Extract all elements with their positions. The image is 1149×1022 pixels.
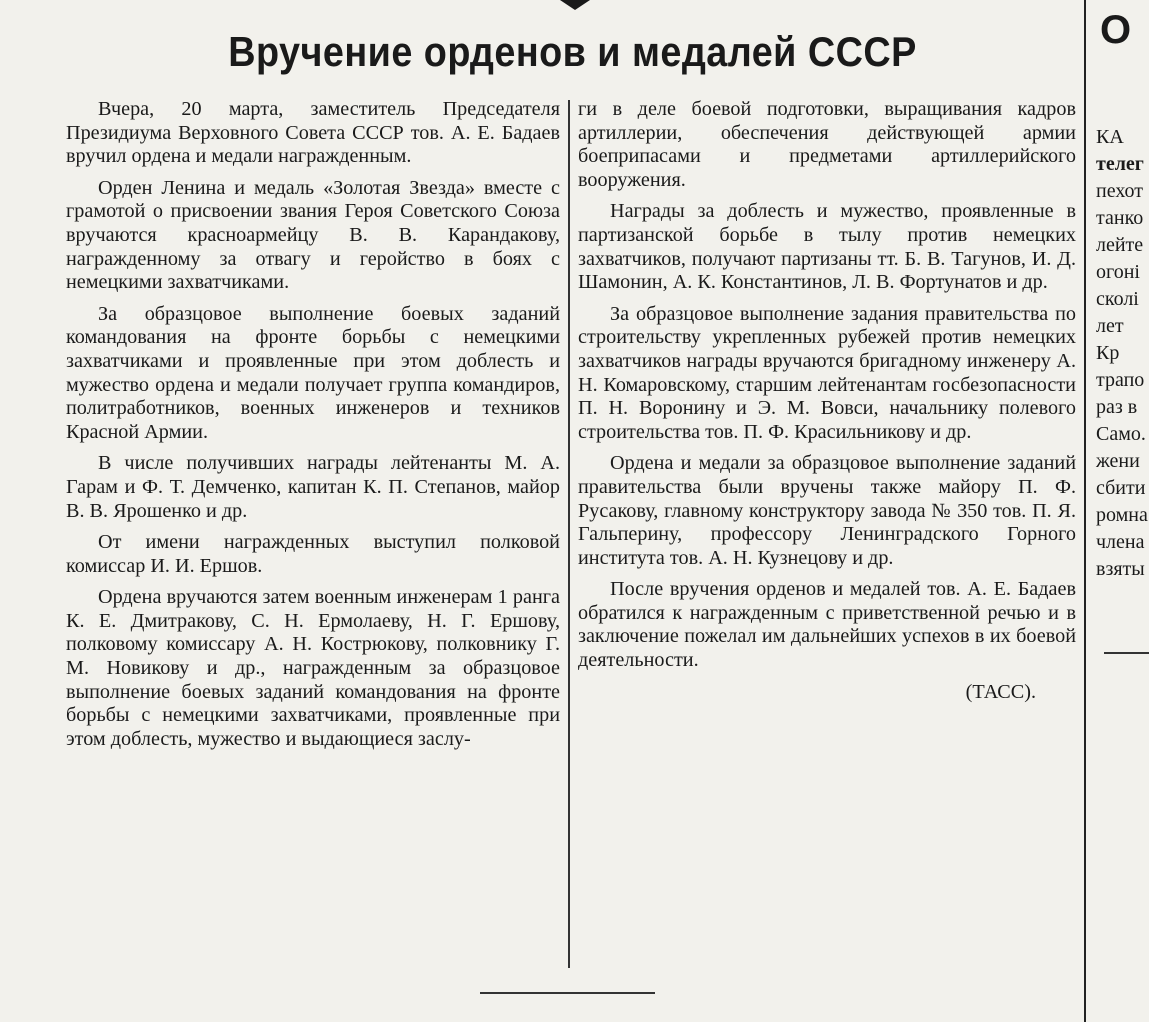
adjacent-line: Само. <box>1096 423 1146 445</box>
article-paragraph: Ордена и медали за образцовое выполнение заданий правительства были вручены также майору П. Ф. Русакову, главному конструктору завода № 350 тов. П. Я. Гальперину, профессору Ленинградского Горного института тов. А. Н. Кузнецову и др. <box>578 452 1076 569</box>
article-paragraph: После вручения орденов и медалей тов. А. Е. Бадаев обратился к награжденным с приветственной речью и в заключение пожелал им дальнейших успехов в их боевой деятельности. <box>578 578 1076 672</box>
article-paragraph: В числе получивших награды лейтенанты М. А. Гарам и Ф. Т. Демченко, капитан К. П. Степанов, майор В. В. Ярошенко и др. <box>66 452 560 522</box>
adjacent-line: сколі <box>1096 288 1139 310</box>
adjacent-line: телег <box>1096 153 1144 175</box>
ornament-mark <box>560 0 590 10</box>
adjacent-line: жени <box>1096 450 1140 472</box>
article-paragraph: Вчера, 20 марта, заместитель Председателя Президиума Верховного Совета СССР тов. А. Е. Бадаев вручил ордена и медали награжденным. <box>66 98 560 168</box>
article-paragraph-continuation: ги в деле боевой подготовки, выращивания кадров артиллерии, обеспечения действующей армии боеприпасами и предметами артиллерийского вооружения. <box>578 98 1076 191</box>
adjacent-line: Кр <box>1096 342 1120 364</box>
article-column-left <box>66 98 560 759</box>
adjacent-line: сбити <box>1096 477 1146 499</box>
column-divider <box>568 100 570 968</box>
adjacent-line: пехот <box>1096 180 1144 202</box>
adjacent-article-title: О <box>1100 8 1132 52</box>
page-column-rule <box>1084 0 1086 1022</box>
adjacent-line: КА <box>1096 126 1124 148</box>
adjacent-line: раз в <box>1096 396 1138 418</box>
adjacent-line: члена <box>1096 531 1145 553</box>
adjacent-line: лейте <box>1096 234 1144 256</box>
adjacent-line: лет <box>1096 315 1124 337</box>
adjacent-article-rule <box>1104 652 1149 654</box>
article-paragraph: Ордена вручаются затем военным инженерам 1 ранга К. Е. Дмитракову, С. Н. Ермолаеву, Н. Г. Ершову, полковому комиссару А. Н. Кострюкову, полковнику Г. М. Новикову и др., награжденным за образцовое выполнение боевых заданий командования на фронте борьбы с немецкими захватчиками, проявленные при этом доблесть, мужество и выдающиеся заслу- <box>66 586 560 750</box>
article-column-right <box>578 98 1076 712</box>
adjacent-line: огоні <box>1096 261 1140 283</box>
article-paragraph: За образцовое выполнение боевых заданий командования на фронте борьбы с немецкими захватчиками и проявленные при этом доблесть и мужество ордена и медали получает группа командиров, политработников, военных инженеров и техников Красной Армии. <box>66 302 560 443</box>
adjacent-article <box>1092 0 1149 1022</box>
article-title: Вручение орденов и медалей СССР <box>228 28 917 75</box>
adjacent-line: взяты <box>1096 558 1145 580</box>
article-end-rule <box>480 992 655 994</box>
adjacent-line: танко <box>1096 207 1144 229</box>
article-paragraph: Орден Ленина и медаль «Золотая Звезда» вместе с грамотой о присвоении звания Героя Советского Союза вручаются красноармейцу В. В. Карандакову, награжденному за отвагу и геройство в боях с немецкими захватчиками. <box>66 176 560 294</box>
article-paragraph: Награды за доблесть и мужество, проявленные в партизанской борьбе в тылу против немецких захватчиков, получают партизаны тт. Б. В. Тагунов, И. Д. Шамонин, А. К. Константинов, Л. В. Фортунатов и др. <box>578 200 1076 294</box>
article-paragraph: За образцовое выполнение задания правительства по строительству укрепленных рубежей против немецких захватчиков награды вручаются бригадному инженеру А. Н. Комаровскому, старшим лейтенантам госбезопасности П. Н. Воронину и Э. М. Вовси, начальнику полевого строительства тов. П. Ф. Красильникову и др. <box>578 302 1076 443</box>
adjacent-article-lines <box>1096 124 1149 583</box>
article-paragraph: От имени награжденных выступил полковой комиссар И. И. Ершов. <box>66 531 560 577</box>
adjacent-line: трапо <box>1096 369 1145 391</box>
article-signature: (ТАСС). <box>965 680 1036 703</box>
adjacent-line: ромна <box>1096 504 1148 526</box>
